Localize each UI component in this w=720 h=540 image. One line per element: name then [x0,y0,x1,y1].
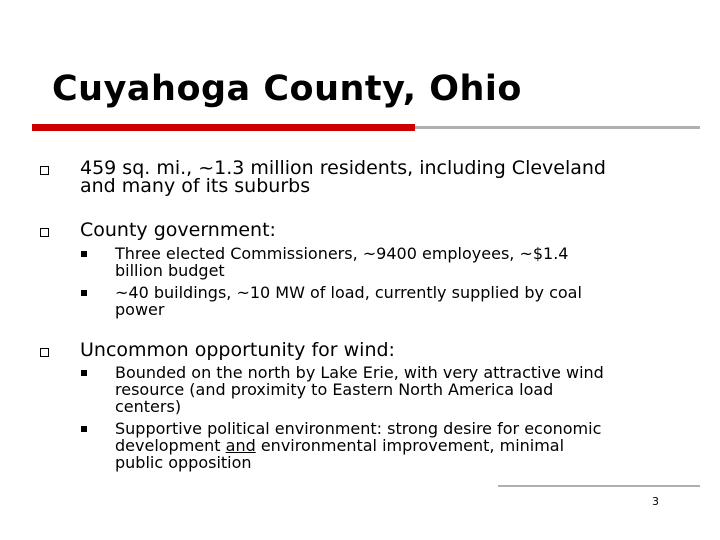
subbullet-2-1-line-1: Three elected Commissioners, ~9400 employees, ~$1.4 [115,244,569,263]
subbullet-3-2-line-2-before: development [115,436,226,455]
filled-square-bullet-icon [81,370,87,376]
bullet-3 [80,341,395,359]
emphasis-and: and [225,436,256,455]
subbullet-3-2-line-2-after: environmental improvement, minimal [255,436,565,455]
subbullet-3-2 [115,420,601,471]
page-number: 3 [652,495,659,508]
subbullet-2-2-line-2: power [115,300,165,319]
subbullet-3-2-line-1: Supportive political environment: strong desire for economic [115,419,602,438]
bullet-1 [80,159,606,195]
slide-title: Cuyahoga County, Ohio [52,69,522,109]
hollow-square-bullet-icon [40,228,49,237]
subbullet-2-2-line-1: ~40 buildings, ~10 MW of load, currently supplied by coal [115,283,582,302]
bullet-1-line-2: and many of its suburbs [80,175,311,197]
bullet-3-line-1: Uncommon opportunity for wind: [80,339,395,361]
subbullet-3-1-line-1: Bounded on the north by Lake Erie, with very attractive wind [115,363,604,382]
footer-rule [498,485,700,487]
bullet-1-line-1: 459 sq. mi., ~1.3 million residents, including Cleveland [80,157,606,179]
subbullet-3-1-line-3: centers) [115,397,182,416]
title-underline-red [32,124,415,131]
filled-square-bullet-icon [81,426,87,432]
subbullet-3-1-line-2: resource (and proximity to Eastern North America load [115,380,554,399]
subbullet-2-1 [115,245,568,279]
hollow-square-bullet-icon [40,166,49,175]
hollow-square-bullet-icon [40,348,49,357]
filled-square-bullet-icon [81,290,87,296]
bullet-2-line-1: County government: [80,219,276,241]
title-underline-gray [415,126,700,129]
subbullet-2-1-line-2: billion budget [115,261,225,280]
subbullet-3-1 [115,364,604,415]
bullet-2 [80,221,276,239]
subbullet-3-2-line-3: public opposition [115,453,252,472]
subbullet-3-2-line-2 [115,437,601,454]
filled-square-bullet-icon [81,251,87,257]
subbullet-2-2 [115,284,582,318]
